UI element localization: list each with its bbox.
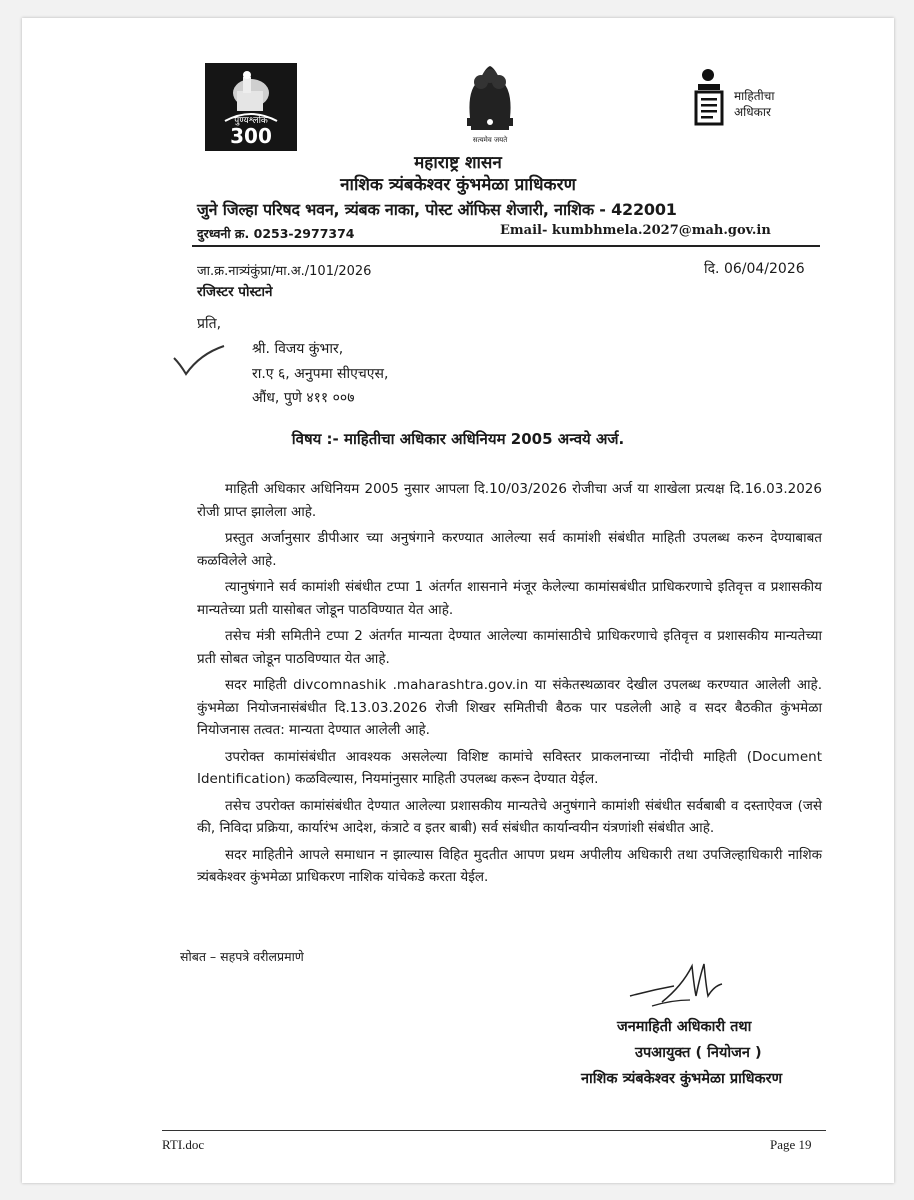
handwritten-signature (622, 956, 732, 1016)
header-divider (192, 245, 820, 247)
footer-filename: RTI.doc (162, 1137, 205, 1152)
emblem-motto: सत्यमेव जयते (472, 136, 508, 144)
signatory-title: जनमाहिती अधिकारी तथा (617, 1019, 752, 1035)
letter-body (197, 478, 822, 893)
paragraph: तसेच मंत्री समितीने टप्पा 2 अंतर्गत मान्यता देण्यात आलेल्या कामांसाठीचे प्राधिकरणाचे इतिवृत्त व प्रशासकीय मान्यतेच्या प्रती सोबत जोडून पाठविण्यात येत आहे. (197, 628, 822, 667)
enclosure-note: सोबत – सहपत्रे वरीलप्रमाणे (180, 949, 304, 964)
paragraph: तसेच उपरोक्त कामांसंबंधीत देण्यात आलेल्या प्रशासकीय मान्यतेचे अनुषंगाने कामांशी संबंधीत सर्वबाबी व दस्ताऐवज (जसे की, निविदा प्रक्रिया, कार्यारंभ आदेश, कंत्राटे व इतर बाबी) सर्व संबंधीत कार्यान्वयीन यंत्रणांशी संबंधीत आहे. (197, 797, 822, 836)
rti-logo (694, 68, 814, 128)
information-icon (694, 68, 730, 126)
lion-capital-icon (445, 58, 535, 148)
rti-label-line2: अधिकार (734, 105, 771, 119)
footer-page-number: Page 19 (770, 1137, 812, 1152)
checkmark-icon (170, 344, 226, 378)
salutation: प्रति, (197, 316, 222, 332)
recipient-address-line1: रा.ए ६, अनुपमा सीएचएस, (252, 366, 389, 382)
signatory-designation: उपआयुक्त ( नियोजन ) (635, 1045, 762, 1061)
paragraph: उपरोक्त कामांसंबंधीत आवश्यक असलेल्या विशिष्ट कामांचे सविस्तर प्राकलनाच्या नोंदीची माहिती (Document Identification) कळविल्यास, नियमांनुसार माहिती उपलब्ध करून देण्यात येईल. (197, 748, 822, 787)
logo-number: 300 (230, 124, 272, 148)
footer-divider (162, 1130, 826, 1131)
commemorative-logo (205, 63, 297, 151)
paragraph: सदर माहिती divcomnashik .maharashtra.gov.in या संकेतस्थळावर देखील उपलब्ध करण्यात आलेली आहे. कुंभमेळा नियोजनासंबंधीत दि.13.03.2026 रोजी शिखर समितीची बैठक पार पडलेली आहे व सदर बैठकीत कुंभमेळा नियोजनास तत्वत: मान्यता देण्यात आलेली आहे. (197, 677, 822, 738)
government-name: महाराष्ट्र शासन (414, 153, 502, 173)
paragraph: प्रस्तुत अर्जानुसार डीपीआर च्या अनुषंगाने करण्यात आलेल्या सर्व कामांशी संबंधीत माहिती उपलब्ध करुन देण्याबाबत कळविलेले आहे. (197, 530, 822, 569)
paragraph: सदर माहितीने आपले समाधान न झाल्यास विहित मुदतीत आपण प्रथम अपीलीय अधिकारी तथा उपजिल्हाधिकारी नाशिक त्र्यंबकेश्वर कुंभमेळा प्राधिकरण नाशिक यांचेकडे करता येईल. (197, 846, 822, 885)
letter-subject: विषय :- माहितीचा अधिकार अधिनियम 2005 अन्वये अर्ज. (291, 430, 625, 448)
paragraph: माहिती अधिकार अधिनियम 2005 नुसार आपला दि.10/03/2026 रोजीचा अर्ज या शाखेला प्रत्यक्ष दि.16.03.2026 रोजी प्राप्त झालेला आहे. (197, 481, 822, 520)
dispatch-mode: रजिस्टर पोस्टाने (197, 284, 273, 300)
logo-text: पुण्यश्लोक (234, 116, 268, 126)
letter-date: दि. 06/04/2026 (704, 261, 805, 277)
letter-page (22, 18, 894, 1183)
reference-number: जा.क्र.नात्र्यंकुंप्रा/मा.अ./101/2026 (197, 264, 372, 279)
signatory-office: नाशिक त्र्यंबकेश्वर कुंभमेळा प्राधिकरण (581, 1071, 783, 1087)
recipient-name: श्री. विजय कुंभार, (252, 341, 344, 357)
national-emblem (445, 58, 535, 148)
paragraph: त्यानुषंगाने सर्व कामांशी संबंधीत टप्पा 1 अंतर्गत शासनाने मंजूर केलेल्या कामांसबंधीत प्राधिकरणाचे इतिवृत्त व प्रशासकीय मान्यतेच्या प्रती यासोबत जोडून पाठविण्यात येत आहे. (197, 579, 822, 618)
recipient-address-line2: औंध, पुणे ४११ ००७ (252, 390, 355, 406)
email-address: Email- kumbhmela.2027@mah.gov.in (500, 223, 771, 238)
authority-address: जुने जिल्हा परिषद भवन, त्र्यंबक नाका, पोस्ट ऑफिस शेजारी, नाशिक - 422001 (197, 200, 677, 219)
authority-name: नाशिक त्र्यंबकेश्वर कुंभमेळा प्राधिकरण (340, 175, 576, 195)
rti-logo-label (734, 88, 774, 120)
phone-number: दुरध्वनी क्र. 0253-2977374 (197, 226, 355, 241)
rti-label-line1: माहितीचा (734, 89, 775, 103)
horse-rider-icon (205, 63, 297, 151)
